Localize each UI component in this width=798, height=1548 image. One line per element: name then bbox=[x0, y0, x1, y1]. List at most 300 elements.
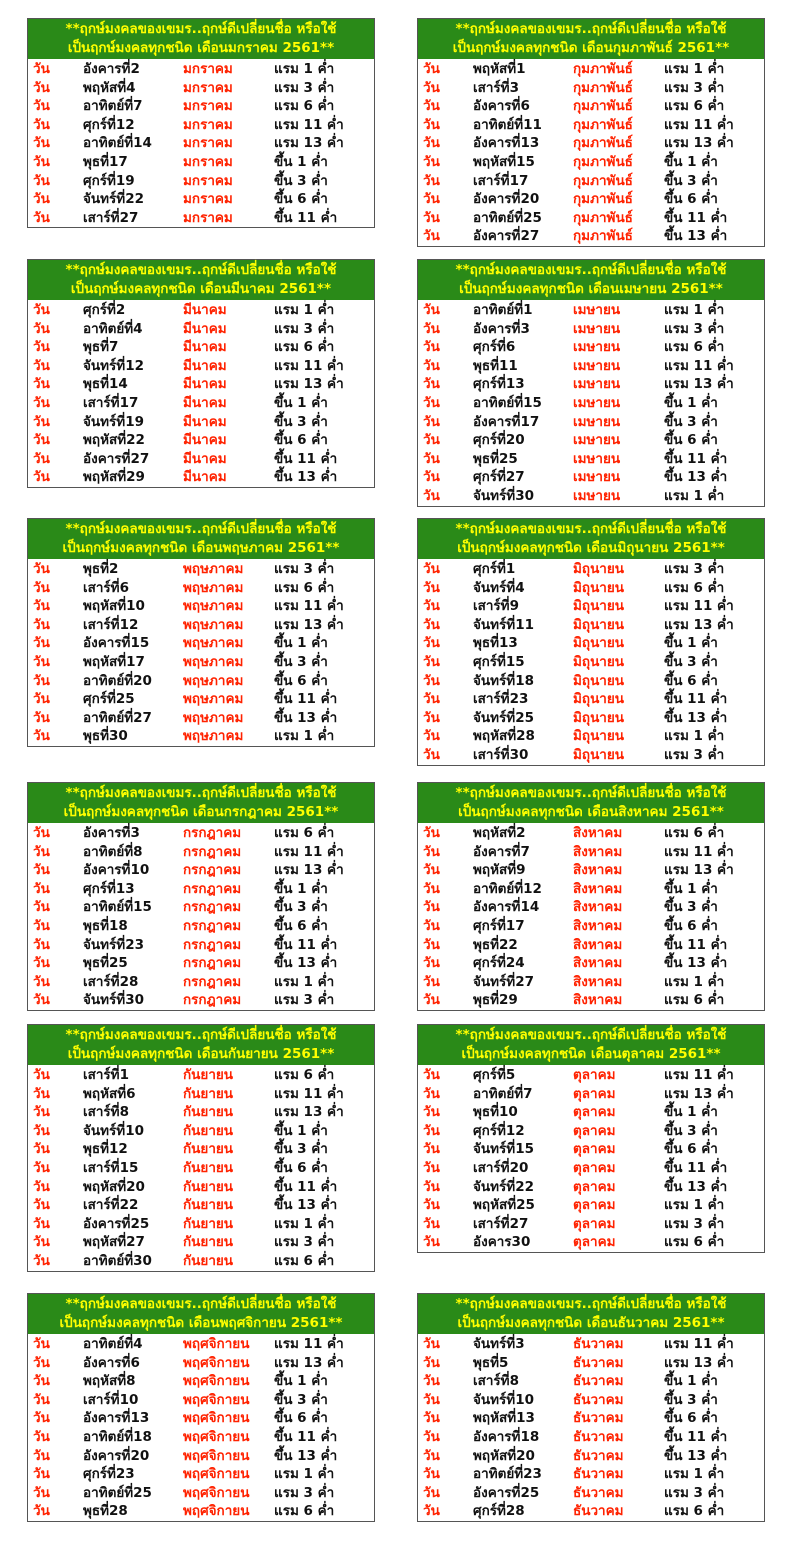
month-name: ตุลาคม bbox=[573, 1067, 616, 1083]
day-prefix: วัน bbox=[423, 992, 440, 1009]
lunar-phase: ขึ้น 3 ค่ำ bbox=[274, 413, 328, 430]
lunar-phase: แรม 13 ค่ำ bbox=[274, 1354, 344, 1371]
day-prefix: วัน bbox=[33, 1215, 50, 1232]
table-row bbox=[28, 1103, 374, 1122]
lunar-phase: แรม 6 ค่ำ bbox=[274, 1067, 335, 1083]
lunar-phase: แรม 6 ค่ำ bbox=[274, 1503, 335, 1520]
table-row bbox=[418, 413, 764, 432]
day-prefix: วัน bbox=[33, 1122, 50, 1139]
weekday-date: พุธที่12 bbox=[83, 1141, 128, 1158]
month-name: ธันวาคม bbox=[573, 1503, 624, 1520]
month-name: สิงหาคม bbox=[573, 992, 623, 1009]
weekday-date: อาทิตย์ที่15 bbox=[473, 394, 542, 411]
lunar-phase: ขึ้น 3 ค่ำ bbox=[274, 653, 328, 670]
weekday-date: เสาร์ที่8 bbox=[473, 1373, 519, 1390]
weekday-date: ศุกร์ที่20 bbox=[473, 432, 525, 449]
month-name: ธันวาคม bbox=[573, 1373, 624, 1390]
table-row bbox=[418, 1391, 764, 1410]
weekday-date: ศุกร์ที่24 bbox=[473, 955, 525, 972]
lunar-phase: แรม 13 ค่ำ bbox=[274, 135, 344, 152]
day-prefix: วัน bbox=[423, 394, 440, 411]
lunar-phase: แรม 3 ค่ำ bbox=[274, 561, 335, 577]
lunar-phase: แรม 6 ค่ำ bbox=[664, 825, 725, 841]
weekday-date: พุธที่5 bbox=[473, 1354, 509, 1371]
day-prefix: วัน bbox=[33, 61, 50, 77]
lunar-phase: แรม 6 ค่ำ bbox=[274, 825, 335, 841]
table-row bbox=[28, 413, 374, 432]
lunar-phase: ขึ้น 11 ค่ำ bbox=[664, 691, 728, 708]
table-row bbox=[418, 709, 764, 728]
weekday-date: ศุกร์ที่19 bbox=[83, 172, 135, 189]
month-name: เมษายน bbox=[573, 357, 621, 374]
day-prefix: วัน bbox=[423, 635, 440, 652]
header-line-1: **ฤกษ์มงคลของเขมร..ฤกษ์ดีเปลี่ยนชื่อ หรือใช้ bbox=[455, 1296, 727, 1312]
month-name: ตุลาคม bbox=[573, 1104, 616, 1121]
month-name: มีนาคม bbox=[183, 302, 227, 318]
day-prefix: วัน bbox=[423, 1141, 440, 1158]
table-row bbox=[28, 690, 374, 709]
table-row bbox=[28, 1428, 374, 1447]
weekday-date: อาทิตย์ที่11 bbox=[473, 116, 542, 133]
weekday-date: ศุกร์ที่17 bbox=[473, 917, 525, 934]
lunar-phase: ขึ้น 1 ค่ำ bbox=[664, 153, 718, 170]
lunar-phase: ขึ้น 6 ค่ำ bbox=[274, 917, 328, 934]
month-name: กุมภาพันธ์ bbox=[573, 61, 633, 77]
day-prefix: วัน bbox=[423, 1447, 440, 1464]
day-prefix: วัน bbox=[33, 1197, 50, 1214]
lunar-phase: แรม 1 ค่ำ bbox=[664, 1466, 725, 1483]
lunar-phase: ขึ้น 3 ค่ำ bbox=[664, 172, 718, 189]
month-card bbox=[27, 18, 375, 228]
lunar-phase: แรม 11 ค่ำ bbox=[664, 1067, 734, 1083]
day-prefix: วัน bbox=[33, 469, 50, 486]
weekday-date: อังคารที่27 bbox=[83, 450, 150, 467]
weekday-date: เสาร์ที่3 bbox=[473, 79, 519, 96]
lunar-phase: แรม 11 ค่ำ bbox=[664, 357, 734, 374]
table-row bbox=[28, 190, 374, 209]
lunar-phase: ขึ้น 3 ค่ำ bbox=[664, 1122, 718, 1139]
card-header bbox=[418, 19, 764, 59]
weekday-date: อังคารที่14 bbox=[473, 899, 540, 916]
month-name: มกราคม bbox=[183, 191, 233, 208]
month-card bbox=[417, 1024, 765, 1253]
month-name: กันยายน bbox=[183, 1159, 234, 1176]
lunar-phase: แรม 13 ค่ำ bbox=[664, 1085, 734, 1102]
day-prefix: วัน bbox=[33, 1234, 50, 1251]
lunar-phase: แรม 3 ค่ำ bbox=[664, 320, 725, 337]
month-name: กรกฎาคม bbox=[183, 825, 242, 841]
table-row bbox=[28, 880, 374, 899]
table-row bbox=[28, 1447, 374, 1466]
weekday-date: พฤหัสที่20 bbox=[83, 1178, 145, 1195]
day-prefix: วัน bbox=[423, 1428, 440, 1445]
weekday-date: อาทิตย์ที่4 bbox=[83, 320, 143, 337]
table-row bbox=[418, 431, 764, 450]
month-name: ธันวาคม bbox=[573, 1466, 624, 1483]
lunar-phase: แรม 11 ค่ำ bbox=[664, 598, 734, 615]
lunar-phase: แรม 13 ค่ำ bbox=[274, 862, 344, 879]
month-name: ธันวาคม bbox=[573, 1354, 624, 1371]
lunar-phase: แรม 6 ค่ำ bbox=[664, 579, 725, 596]
month-name: มีนาคม bbox=[183, 339, 227, 356]
day-prefix: วัน bbox=[33, 1428, 50, 1445]
day-prefix: วัน bbox=[33, 98, 50, 115]
lunar-phase: แรม 11 ค่ำ bbox=[274, 843, 344, 860]
lunar-phase: แรม 11 ค่ำ bbox=[664, 843, 734, 860]
day-prefix: วัน bbox=[33, 917, 50, 934]
month-name: มิถุนายน bbox=[573, 709, 625, 726]
header-line-2: เป็นฤกษ์มงคลทุกชนิด เดือนสิงหาคม 2561** bbox=[458, 804, 724, 820]
card-header bbox=[28, 1025, 374, 1065]
table-row bbox=[28, 1159, 374, 1178]
lunar-phase: ขึ้น 1 ค่ำ bbox=[274, 1373, 328, 1390]
month-name: กรกฎาคม bbox=[183, 973, 242, 990]
lunar-phase: แรม 3 ค่ำ bbox=[274, 79, 335, 96]
month-name: ตุลาคม bbox=[573, 1197, 616, 1214]
table-row bbox=[418, 898, 764, 917]
weekday-date: ศุกร์ที่15 bbox=[473, 653, 525, 670]
card-header bbox=[418, 1294, 764, 1334]
weekday-date: จันทร์ที่22 bbox=[473, 1178, 534, 1195]
day-prefix: วัน bbox=[423, 135, 440, 152]
header-line-1: **ฤกษ์มงคลของเขมร..ฤกษ์ดีเปลี่ยนชื่อ หรือใช้ bbox=[455, 521, 727, 537]
month-name: พฤษภาคม bbox=[183, 691, 244, 708]
lunar-phase: ขึ้น 3 ค่ำ bbox=[274, 899, 328, 916]
month-name: สิงหาคม bbox=[573, 936, 623, 953]
month-name: มีนาคม bbox=[183, 413, 227, 430]
weekday-date: จันทร์ที่27 bbox=[473, 973, 534, 990]
month-name: เมษายน bbox=[573, 320, 621, 337]
table-row bbox=[418, 973, 764, 992]
header-line-2: เป็นฤกษ์มงคลทุกชนิด เดือนกันยายน 2561** bbox=[67, 1046, 335, 1062]
table-row bbox=[28, 861, 374, 880]
lunar-phase: แรม 3 ค่ำ bbox=[274, 320, 335, 337]
day-prefix: วัน bbox=[423, 653, 440, 670]
day-prefix: วัน bbox=[33, 1252, 50, 1269]
lunar-phase: แรม 6 ค่ำ bbox=[664, 339, 725, 356]
table-row bbox=[418, 153, 764, 172]
weekday-date: อาทิตย์ที่14 bbox=[83, 135, 152, 152]
weekday-date: ศุกร์ที่1 bbox=[473, 561, 516, 577]
month-card bbox=[27, 1024, 375, 1272]
day-prefix: วัน bbox=[423, 487, 440, 504]
lunar-phase: แรม 6 ค่ำ bbox=[664, 992, 725, 1009]
month-name: ตุลาคม bbox=[573, 1215, 616, 1232]
day-prefix: วัน bbox=[423, 728, 440, 745]
day-prefix: วัน bbox=[423, 469, 440, 486]
month-name: เมษายน bbox=[573, 450, 621, 467]
month-name: กันยายน bbox=[183, 1252, 234, 1269]
day-prefix: วัน bbox=[33, 413, 50, 430]
weekday-date: พฤหัสที่20 bbox=[473, 1447, 535, 1464]
table-row bbox=[28, 1252, 374, 1271]
day-prefix: วัน bbox=[33, 376, 50, 393]
lunar-phase: ขึ้น 13 ค่ำ bbox=[274, 469, 338, 486]
weekday-date: จันทร์ที่30 bbox=[83, 992, 144, 1009]
lunar-phase: แรม 1 ค่ำ bbox=[664, 728, 725, 745]
lunar-phase: ขึ้น 13 ค่ำ bbox=[274, 1447, 338, 1464]
day-prefix: วัน bbox=[33, 936, 50, 953]
month-name: พฤษภาคม bbox=[183, 728, 244, 745]
weekday-date: เสาร์ที่17 bbox=[473, 172, 529, 189]
table-row bbox=[418, 190, 764, 209]
header-line-2: เป็นฤกษ์มงคลทุกชนิด เดือนมิถุนายน 2561** bbox=[457, 540, 725, 556]
lunar-phase: ขึ้น 11 ค่ำ bbox=[664, 209, 728, 226]
month-name: พฤศจิกายน bbox=[183, 1391, 250, 1408]
header-line-2: เป็นฤกษ์มงคลทุกชนิด เดือนพฤศจิกายน 2561** bbox=[59, 1315, 343, 1331]
table-row bbox=[28, 898, 374, 917]
table-row bbox=[418, 116, 764, 135]
month-name: กุมภาพันธ์ bbox=[573, 98, 633, 115]
header-line-1: **ฤกษ์มงคลของเขมร..ฤกษ์ดีเปลี่ยนชื่อ หรือใช้ bbox=[65, 262, 337, 278]
month-name: พฤษภาคม bbox=[183, 672, 244, 689]
weekday-date: อาทิตย์ที่8 bbox=[83, 843, 143, 860]
lunar-phase: ขึ้น 1 ค่ำ bbox=[274, 153, 328, 170]
month-name: เมษายน bbox=[573, 394, 621, 411]
weekday-date: พุธที่7 bbox=[83, 339, 119, 356]
weekday-date: เสาร์ที่8 bbox=[83, 1104, 129, 1121]
month-name: มกราคม bbox=[183, 153, 233, 170]
day-prefix: วัน bbox=[423, 579, 440, 596]
weekday-date: ศุกร์ที่12 bbox=[83, 116, 135, 133]
lunar-phase: ขึ้น 1 ค่ำ bbox=[274, 635, 328, 652]
month-card bbox=[417, 782, 765, 1011]
lunar-phase: แรม 11 ค่ำ bbox=[664, 1336, 734, 1352]
weekday-date: พุธที่25 bbox=[473, 450, 518, 467]
day-prefix: วัน bbox=[33, 450, 50, 467]
month-name: เมษายน bbox=[573, 413, 621, 430]
table-row bbox=[28, 394, 374, 413]
lunar-phase: ขึ้น 11 ค่ำ bbox=[274, 691, 338, 708]
lunar-phase: ขึ้น 13 ค่ำ bbox=[664, 709, 728, 726]
table-row bbox=[28, 320, 374, 339]
table-row bbox=[418, 1335, 764, 1354]
month-name: มิถุนายน bbox=[573, 616, 625, 633]
weekday-date: จันทร์ที่11 bbox=[473, 616, 534, 633]
day-prefix: วัน bbox=[423, 376, 440, 393]
card-header bbox=[28, 783, 374, 823]
month-card bbox=[417, 18, 765, 247]
month-name: พฤศจิกายน bbox=[183, 1410, 250, 1427]
day-prefix: วัน bbox=[33, 1466, 50, 1483]
day-prefix: วัน bbox=[33, 79, 50, 96]
month-name: กรกฎาคม bbox=[183, 936, 242, 953]
weekday-date: พุธที่22 bbox=[473, 936, 518, 953]
weekday-date: จันทร์ที่15 bbox=[473, 1141, 534, 1158]
day-prefix: วัน bbox=[33, 973, 50, 990]
month-card bbox=[417, 518, 765, 766]
month-name: กรกฎาคม bbox=[183, 880, 242, 897]
month-name: กันยายน bbox=[183, 1085, 234, 1102]
header-line-1: **ฤกษ์มงคลของเขมร..ฤกษ์ดีเปลี่ยนชื่อ หรือใช้ bbox=[65, 785, 337, 801]
month-name: กรกฎาคม bbox=[183, 899, 242, 916]
day-prefix: วัน bbox=[423, 191, 440, 208]
weekday-date: อาทิตย์ที่23 bbox=[473, 1466, 542, 1483]
month-name: ธันวาคม bbox=[573, 1428, 624, 1445]
day-prefix: วัน bbox=[423, 302, 440, 318]
day-prefix: วัน bbox=[423, 936, 440, 953]
lunar-phase: แรม 13 ค่ำ bbox=[274, 1104, 344, 1121]
day-prefix: วัน bbox=[423, 450, 440, 467]
table-row bbox=[28, 134, 374, 153]
lunar-phase: ขึ้น 6 ค่ำ bbox=[664, 191, 718, 208]
lunar-phase: แรม 11 ค่ำ bbox=[274, 1085, 344, 1102]
month-name: พฤษภาคม bbox=[183, 653, 244, 670]
lunar-phase: ขึ้น 13 ค่ำ bbox=[664, 469, 728, 486]
month-name: มิถุนายน bbox=[573, 746, 625, 763]
month-name: กันยายน bbox=[183, 1234, 234, 1251]
lunar-phase: แรม 6 ค่ำ bbox=[274, 1252, 335, 1269]
weekday-date: พุธที่28 bbox=[83, 1503, 128, 1520]
lunar-phase: แรม 3 ค่ำ bbox=[664, 1484, 725, 1501]
lunar-phase: แรม 11 ค่ำ bbox=[274, 598, 344, 615]
month-name: พฤษภาคม bbox=[183, 616, 244, 633]
month-name: ตุลาคม bbox=[573, 1234, 616, 1251]
day-prefix: วัน bbox=[423, 1466, 440, 1483]
month-name: กรกฎาคม bbox=[183, 843, 242, 860]
table-row bbox=[28, 616, 374, 635]
day-prefix: วัน bbox=[33, 209, 50, 226]
table-row bbox=[28, 917, 374, 936]
lunar-phase: แรม 11 ค่ำ bbox=[274, 1336, 344, 1352]
lunar-phase: ขึ้น 3 ค่ำ bbox=[274, 1141, 328, 1158]
lunar-phase: แรม 3 ค่ำ bbox=[274, 1484, 335, 1501]
weekday-date: ศุกร์ที่13 bbox=[473, 376, 525, 393]
lunar-phase: ขึ้น 11 ค่ำ bbox=[274, 1178, 338, 1195]
table-row bbox=[28, 1140, 374, 1159]
card-header bbox=[418, 783, 764, 823]
weekday-date: พฤหัสที่27 bbox=[83, 1234, 145, 1251]
lunar-phase: ขึ้น 6 ค่ำ bbox=[664, 432, 718, 449]
weekday-date: อาทิตย์ที่27 bbox=[83, 709, 152, 726]
month-name: กันยายน bbox=[183, 1197, 234, 1214]
month-name: เมษายน bbox=[573, 376, 621, 393]
table-row bbox=[28, 634, 374, 653]
weekday-date: พฤหัสที่6 bbox=[83, 1085, 136, 1102]
table-row bbox=[418, 1140, 764, 1159]
day-prefix: วัน bbox=[33, 691, 50, 708]
day-prefix: วัน bbox=[33, 1159, 50, 1176]
lunar-phase: แรม 13 ค่ำ bbox=[664, 1354, 734, 1371]
day-prefix: วัน bbox=[33, 320, 50, 337]
lunar-phase: แรม 13 ค่ำ bbox=[274, 376, 344, 393]
table-row bbox=[28, 1354, 374, 1373]
day-prefix: วัน bbox=[33, 1354, 50, 1371]
table-row bbox=[418, 227, 764, 246]
day-prefix: วัน bbox=[33, 825, 50, 841]
day-prefix: วัน bbox=[33, 394, 50, 411]
header-line-2: เป็นฤกษ์มงคลทุกชนิด เดือนธันวาคม 2561** bbox=[457, 1315, 725, 1331]
lunar-phase: ขึ้น 6 ค่ำ bbox=[274, 191, 328, 208]
month-card bbox=[27, 259, 375, 488]
month-name: กรกฎาคม bbox=[183, 955, 242, 972]
lunar-phase: แรม 6 ค่ำ bbox=[274, 579, 335, 596]
weekday-date: พุธที่2 bbox=[83, 561, 119, 577]
lunar-phase: แรม 6 ค่ำ bbox=[664, 1234, 725, 1251]
lunar-phase: ขึ้น 11 ค่ำ bbox=[274, 209, 338, 226]
day-prefix: วัน bbox=[33, 843, 50, 860]
weekday-date: พุธที่17 bbox=[83, 153, 128, 170]
table-row bbox=[418, 880, 764, 899]
month-name: กันยายน bbox=[183, 1215, 234, 1232]
day-prefix: วัน bbox=[423, 1215, 440, 1232]
day-prefix: วัน bbox=[33, 616, 50, 633]
table-row bbox=[28, 375, 374, 394]
lunar-phase: ขึ้น 6 ค่ำ bbox=[274, 1159, 328, 1176]
table-row bbox=[28, 1465, 374, 1484]
month-name: กุมภาพันธ์ bbox=[573, 209, 633, 226]
month-name: กันยายน bbox=[183, 1122, 234, 1139]
lunar-phase: ขึ้น 6 ค่ำ bbox=[664, 672, 718, 689]
weekday-date: พุธที่30 bbox=[83, 728, 128, 745]
month-name: มิถุนายน bbox=[573, 728, 625, 745]
card-header bbox=[418, 1025, 764, 1065]
day-prefix: วัน bbox=[33, 191, 50, 208]
table-row bbox=[28, 338, 374, 357]
table-row bbox=[28, 301, 374, 320]
day-prefix: วัน bbox=[423, 955, 440, 972]
weekday-date: อังคาร30 bbox=[473, 1234, 531, 1251]
day-prefix: วัน bbox=[33, 135, 50, 152]
weekday-date: อังคารที่6 bbox=[473, 98, 530, 115]
day-prefix: วัน bbox=[423, 1336, 440, 1352]
lunar-phase: แรม 1 ค่ำ bbox=[274, 1215, 335, 1232]
weekday-date: อังคารที่20 bbox=[473, 191, 540, 208]
weekday-date: อาทิตย์ที่25 bbox=[473, 209, 542, 226]
day-prefix: วัน bbox=[33, 1447, 50, 1464]
card-header bbox=[418, 260, 764, 300]
table-row bbox=[418, 560, 764, 579]
table-row bbox=[28, 991, 374, 1010]
month-name: กรกฎาคม bbox=[183, 992, 242, 1009]
weekday-date: จันทร์ที่30 bbox=[473, 487, 534, 504]
table-row bbox=[418, 597, 764, 616]
weekday-date: อังคารที่13 bbox=[83, 1410, 150, 1427]
table-row bbox=[418, 616, 764, 635]
weekday-date: ศุกร์ที่5 bbox=[473, 1067, 516, 1083]
day-prefix: วัน bbox=[33, 709, 50, 726]
day-prefix: วัน bbox=[423, 1410, 440, 1427]
weekday-date: อังคารที่6 bbox=[83, 1354, 140, 1371]
month-name: กรกฎาคม bbox=[183, 917, 242, 934]
weekday-date: พฤหัสที่13 bbox=[473, 1410, 535, 1427]
month-name: เมษายน bbox=[573, 469, 621, 486]
day-prefix: วัน bbox=[423, 746, 440, 763]
table-row bbox=[418, 1215, 764, 1234]
table-row bbox=[418, 690, 764, 709]
table-row bbox=[418, 79, 764, 98]
day-prefix: วัน bbox=[33, 672, 50, 689]
weekday-date: อังคารที่25 bbox=[473, 1484, 540, 1501]
header-line-1: **ฤกษ์มงคลของเขมร..ฤกษ์ดีเปลี่ยนชื่อ หรือใช้ bbox=[455, 21, 727, 37]
month-name: ธันวาคม bbox=[573, 1447, 624, 1464]
day-prefix: วัน bbox=[33, 1503, 50, 1520]
day-prefix: วัน bbox=[423, 116, 440, 133]
lunar-phase: ขึ้น 1 ค่ำ bbox=[274, 394, 328, 411]
day-prefix: วัน bbox=[423, 339, 440, 356]
table-row bbox=[28, 97, 374, 116]
weekday-date: อังคารที่20 bbox=[83, 1447, 150, 1464]
table-row bbox=[418, 672, 764, 691]
day-prefix: วัน bbox=[423, 1085, 440, 1102]
lunar-phase: ขึ้น 13 ค่ำ bbox=[664, 228, 728, 245]
lunar-phase: ขึ้น 13 ค่ำ bbox=[274, 955, 338, 972]
lunar-phase: แรม 1 ค่ำ bbox=[274, 728, 335, 745]
lunar-phase: ขึ้น 1 ค่ำ bbox=[274, 1122, 328, 1139]
weekday-date: จันทร์ที่10 bbox=[473, 1391, 534, 1408]
month-name: พฤศจิกายน bbox=[183, 1484, 250, 1501]
month-name: มกราคม bbox=[183, 116, 233, 133]
